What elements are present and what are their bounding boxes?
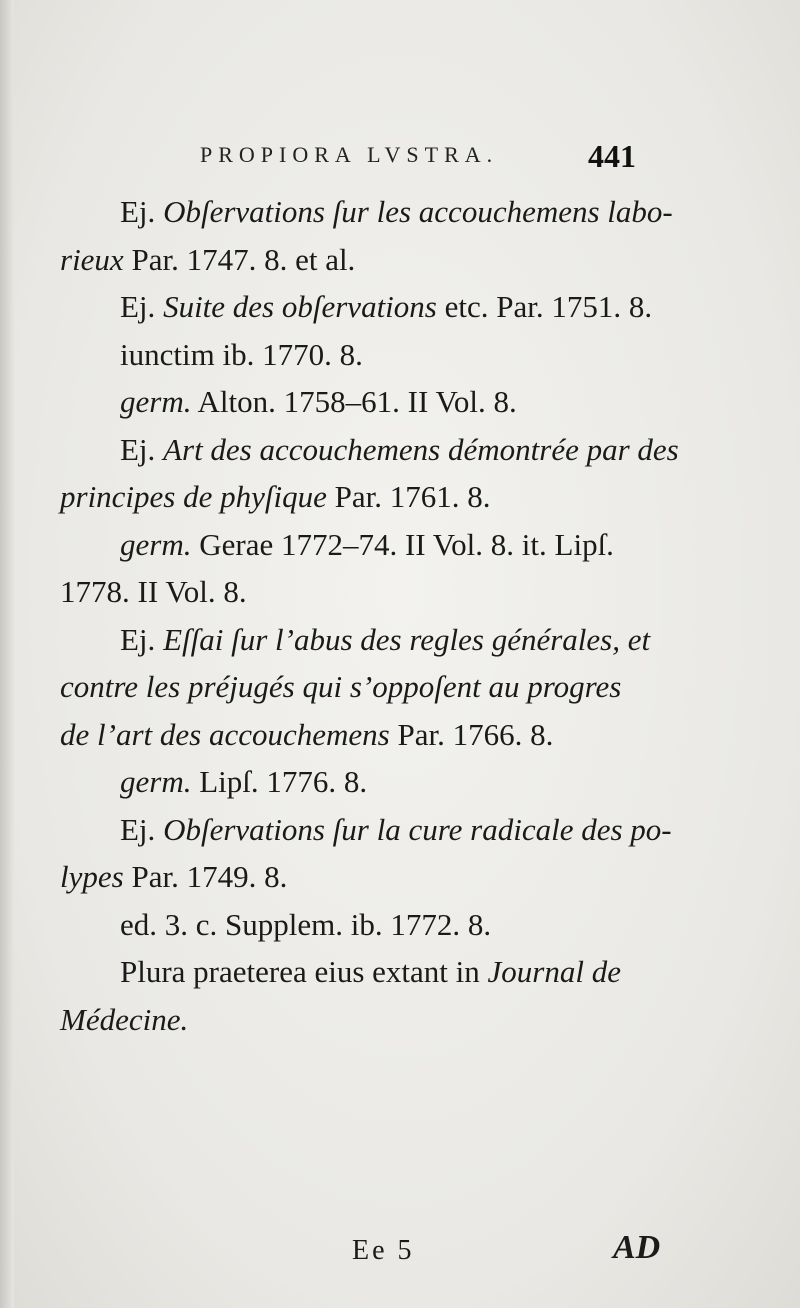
journal-title-cont: Médecine. [60,1001,189,1037]
entry-4-line-2 [60,663,660,711]
entry-3-line-4 [60,568,660,616]
page-footer [0,1229,800,1285]
page-number: 441 [588,138,636,174]
entry-title-cont: rieux [60,241,124,277]
entry-imprint: Par. 1766. 8. [397,716,554,752]
entry-2-line-3 [60,378,660,426]
translation-imprint: Lipſ. 1776. 8. [199,764,368,799]
edition-note: ed. 3. c. Supplem. ib. 1772. 8. [120,906,492,942]
entry-4-line-3 [60,711,660,759]
entry-3-line-1 [60,426,679,474]
entry-2-line-2 [60,331,660,379]
entry-label: Ej. [120,811,156,847]
entry-2-line-1 [60,283,660,331]
entry-label: Ej. [120,621,156,657]
entry-5-line-1 [60,806,672,854]
entry-imprint: Par. 1749. 8. [131,859,288,894]
entry-3-line-3 [60,521,660,569]
entry-5-line-2 [60,853,660,901]
entry-4-line-1 [60,616,660,664]
page-gutter [0,0,14,1308]
entry-title: Eſſai ſur l’abus des regles générales, et [163,621,651,657]
entry-1-line-2 [60,236,660,284]
entry-6-line-2 [60,996,660,1044]
entry-label: Ej. [120,194,156,229]
entry-title: Suite des obſervations [163,289,437,324]
entry-title-cont: contre les préjugés qui s’oppoſent au progres [60,669,622,704]
translation-imprint: Alton. 1758–61. II Vol. 8. [197,384,517,419]
entry-title-cont: lypes [60,859,124,894]
entry-4-line-4 [60,758,660,806]
translation-label: germ. [120,384,192,419]
body-text [60,188,679,1043]
entry-title: Obſervations ſur la cure radicale des po- [163,811,672,847]
entry-label: Ej. [120,289,156,324]
entry-title-cont: de l’art des accouchemens [60,716,390,752]
journal-title: Journal de [487,954,621,989]
translation-imprint-cont: 1778. II Vol. 8. [60,574,247,609]
entry-title-cont: principes de phyſique [60,479,327,514]
entry-title: Art des accouchemens démontrée par des [163,431,679,467]
entry-3-line-2 [60,473,660,521]
entry-imprint: Par. 1761. 8. [334,479,491,514]
running-head: PROPIORA LVSTRA. [200,142,499,167]
translation-label: germ. [120,764,192,799]
entry-label: Ej. [120,431,156,467]
catchword: AD [613,1229,661,1266]
closing-note: Plura praeterea eius extant in [120,954,480,989]
signature-mark: Ee 5 [352,1235,415,1266]
translation-label: germ. [120,526,192,562]
entry-1-line-1 [60,188,673,236]
entry-5-line-3 [60,901,660,949]
entry-imprint: etc. Par. 1751. 8. [444,289,653,324]
entry-imprint: Par. 1747. 8. et al. [131,241,356,277]
entry-title: Obſervations ſur les accouchemens labo- [163,194,673,229]
entry-6-line-1 [60,948,660,996]
translation-imprint: Gerae 1772–74. II Vol. 8. it. Lipſ. [199,526,614,562]
entry-note: iunctim ib. 1770. 8. [120,336,363,372]
page-header [0,138,800,178]
